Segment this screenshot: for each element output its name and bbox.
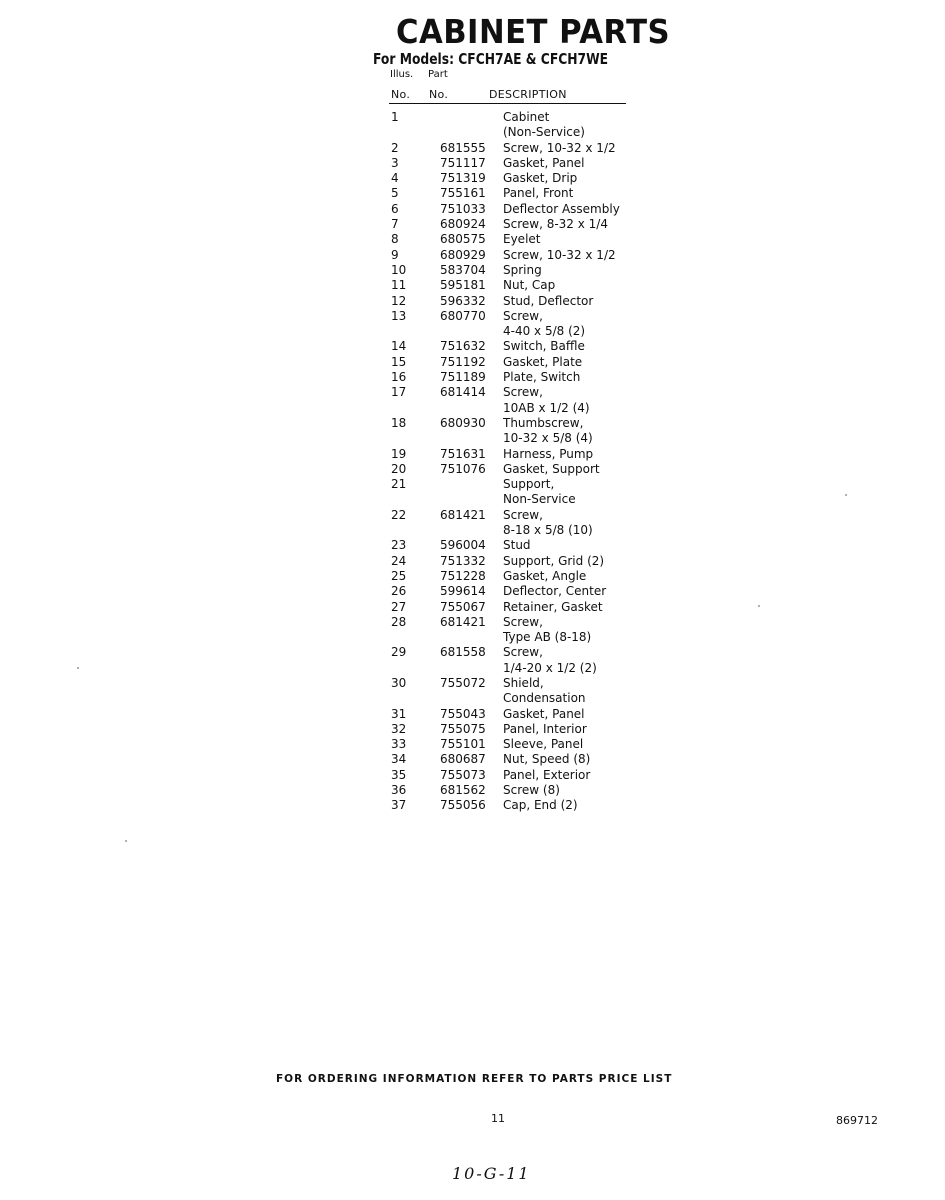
part-number: 596332 xyxy=(440,293,486,308)
part-number: 755161 xyxy=(440,186,486,201)
table-row xyxy=(0,263,945,278)
scan-speck xyxy=(845,494,847,496)
table-row xyxy=(0,508,945,539)
page-number: 11 xyxy=(491,1112,505,1125)
part-description xyxy=(503,477,663,508)
illus-number: 6 xyxy=(391,201,399,216)
part-description xyxy=(503,171,663,186)
illus-number: 25 xyxy=(391,568,407,583)
description-line: 4-40 x 5/8 (2) xyxy=(503,324,586,339)
table-row xyxy=(0,600,945,615)
illus-number: 7 xyxy=(391,217,399,232)
description-line: Screw, xyxy=(503,308,543,323)
header-rule xyxy=(389,103,626,104)
table-row xyxy=(0,645,945,676)
description-line: Stud xyxy=(503,538,531,553)
description-line: Gasket, Support xyxy=(503,461,600,476)
illus-number: 36 xyxy=(391,783,407,798)
table-row xyxy=(0,248,945,263)
part-description xyxy=(503,538,663,553)
description-line: Switch, Baffle xyxy=(503,339,585,354)
table-row xyxy=(0,676,945,707)
illus-number: 30 xyxy=(391,675,407,690)
scan-speck xyxy=(125,840,127,842)
part-number: 681562 xyxy=(440,783,486,798)
handwritten-mark: 10-G-11 xyxy=(452,1164,531,1183)
part-number: 751319 xyxy=(440,171,486,186)
illus-number: 5 xyxy=(391,186,399,201)
table-row xyxy=(0,584,945,599)
description-line: Panel, Exterior xyxy=(503,767,591,782)
scan-speck xyxy=(77,667,79,669)
part-description xyxy=(503,370,663,385)
table-row xyxy=(0,554,945,569)
table-row xyxy=(0,768,945,783)
illus-number: 19 xyxy=(391,446,407,461)
table-row xyxy=(0,385,945,416)
description-line: Gasket, Panel xyxy=(503,155,585,170)
column-header-illus-no: No. xyxy=(391,88,411,101)
part-number: 751117 xyxy=(440,155,486,170)
part-description xyxy=(503,447,663,462)
part-number: 751076 xyxy=(440,461,486,476)
table-row xyxy=(0,217,945,232)
description-line: Support, xyxy=(503,477,555,492)
illus-number: 2 xyxy=(391,140,399,155)
table-row xyxy=(0,615,945,646)
description-line: Gasket, Drip xyxy=(503,171,578,186)
part-number: 755073 xyxy=(440,767,486,782)
table-row xyxy=(0,278,945,293)
part-number: 681421 xyxy=(440,507,486,522)
illus-number: 35 xyxy=(391,767,407,782)
table-row xyxy=(0,370,945,385)
illus-number: 34 xyxy=(391,752,407,767)
part-number: 680930 xyxy=(440,415,486,430)
part-description xyxy=(503,798,663,813)
table-row xyxy=(0,752,945,767)
part-description xyxy=(503,232,663,247)
table-row xyxy=(0,783,945,798)
part-description xyxy=(503,355,663,370)
description-line: Nut, Speed (8) xyxy=(503,752,591,767)
part-number: 680770 xyxy=(440,308,486,323)
table-row xyxy=(0,309,945,340)
description-line: 8-18 x 5/8 (10) xyxy=(503,523,593,538)
part-number: 751033 xyxy=(440,201,486,216)
table-row xyxy=(0,707,945,722)
part-description xyxy=(503,248,663,263)
table-row xyxy=(0,569,945,584)
part-number: 755101 xyxy=(440,737,486,752)
description-line: Screw, xyxy=(503,614,543,629)
part-number: 751332 xyxy=(440,553,486,568)
part-description xyxy=(503,141,663,156)
illus-number: 16 xyxy=(391,370,407,385)
part-description xyxy=(503,294,663,309)
part-number: 755072 xyxy=(440,675,486,690)
part-description xyxy=(503,645,663,676)
part-number: 595181 xyxy=(440,278,486,293)
page-title: CABINET PARTS xyxy=(396,12,671,51)
part-number: 681421 xyxy=(440,614,486,629)
description-line: Screw, xyxy=(503,645,543,660)
part-description xyxy=(503,569,663,584)
part-description xyxy=(503,110,663,141)
description-line: Non-Service xyxy=(503,492,576,507)
table-row xyxy=(0,141,945,156)
description-line: Deflector, Center xyxy=(503,584,607,599)
part-number: 596004 xyxy=(440,538,486,553)
illus-number: 37 xyxy=(391,798,407,813)
ordering-note: FOR ORDERING INFORMATION REFER TO PARTS PRICE LIST xyxy=(276,1073,673,1085)
part-description xyxy=(503,752,663,767)
part-number: 751228 xyxy=(440,568,486,583)
part-number: 751632 xyxy=(440,339,486,354)
description-line: Screw, xyxy=(503,507,543,522)
description-line: Gasket, Panel xyxy=(503,706,585,721)
part-description xyxy=(503,385,663,416)
part-number: 680924 xyxy=(440,217,486,232)
description-line: Harness, Pump xyxy=(503,446,594,461)
illus-number: 13 xyxy=(391,308,407,323)
description-line: Cabinet xyxy=(503,110,550,124)
part-description xyxy=(503,416,663,447)
part-number: 583704 xyxy=(440,262,486,277)
description-line: Plate, Switch xyxy=(503,370,581,385)
scan-speck xyxy=(758,605,760,607)
part-description xyxy=(503,278,663,293)
table-row xyxy=(0,798,945,813)
description-line: Screw, xyxy=(503,385,543,400)
illus-number: 27 xyxy=(391,599,407,614)
illus-number: 14 xyxy=(391,339,407,354)
part-description xyxy=(503,768,663,783)
part-description xyxy=(503,263,663,278)
part-number: 755067 xyxy=(440,599,486,614)
column-header-part-no: No. xyxy=(429,88,449,101)
illus-number: 12 xyxy=(391,293,407,308)
table-row xyxy=(0,339,945,354)
description-line: Nut, Cap xyxy=(503,278,556,293)
description-line: Retainer, Gasket xyxy=(503,599,603,614)
part-description xyxy=(503,707,663,722)
description-line: Support, Grid (2) xyxy=(503,553,605,568)
illus-number: 33 xyxy=(391,737,407,752)
models-subtitle: For Models: CFCH7AE & CFCH7WE xyxy=(373,50,609,68)
description-line: Type AB (8-18) xyxy=(503,630,592,645)
description-line: Screw, 8-32 x 1/4 xyxy=(503,217,608,232)
part-number: 755043 xyxy=(440,706,486,721)
illus-number: 11 xyxy=(391,278,407,293)
part-number: 680929 xyxy=(440,247,486,262)
part-description xyxy=(503,462,663,477)
illus-number: 3 xyxy=(391,155,399,170)
part-number: 599614 xyxy=(440,584,486,599)
part-number: 751192 xyxy=(440,354,486,369)
description-line: Spring xyxy=(503,262,542,277)
table-row xyxy=(0,416,945,447)
description-line: (Non-Service) xyxy=(503,125,585,140)
part-number: 751189 xyxy=(440,370,486,385)
illus-number: 23 xyxy=(391,538,407,553)
description-line: Condensation xyxy=(503,691,586,706)
column-header-illus: Illus. xyxy=(390,69,414,80)
description-line: 1/4-20 x 1/2 (2) xyxy=(503,660,597,675)
illus-number: 1 xyxy=(391,110,399,124)
part-description xyxy=(503,309,663,340)
illus-number: 22 xyxy=(391,507,407,522)
illus-number: 31 xyxy=(391,706,407,721)
table-row xyxy=(0,722,945,737)
part-description xyxy=(503,584,663,599)
description-line: Shield, xyxy=(503,675,544,690)
table-row xyxy=(0,186,945,201)
part-description xyxy=(503,217,663,232)
part-description xyxy=(503,722,663,737)
illus-number: 29 xyxy=(391,645,407,660)
part-description xyxy=(503,554,663,569)
illus-number: 26 xyxy=(391,584,407,599)
column-header-part: Part xyxy=(428,69,448,80)
part-description xyxy=(503,676,663,707)
table-row xyxy=(0,156,945,171)
description-line: Panel, Interior xyxy=(503,721,587,736)
illus-number: 24 xyxy=(391,553,407,568)
description-line: Panel, Front xyxy=(503,186,574,201)
table-row xyxy=(0,171,945,186)
description-line: Screw, 10-32 x 1/2 xyxy=(503,140,616,155)
part-description xyxy=(503,202,663,217)
illus-number: 18 xyxy=(391,415,407,430)
part-description xyxy=(503,600,663,615)
part-number: 680575 xyxy=(440,232,486,247)
table-row xyxy=(0,447,945,462)
part-description xyxy=(503,156,663,171)
description-line: Sleeve, Panel xyxy=(503,737,584,752)
part-number: 755056 xyxy=(440,798,486,813)
part-number: 681414 xyxy=(440,385,486,400)
part-description xyxy=(503,508,663,539)
parts-table xyxy=(0,110,945,814)
part-description xyxy=(503,783,663,798)
part-description xyxy=(503,186,663,201)
table-row xyxy=(0,232,945,247)
illus-number: 17 xyxy=(391,385,407,400)
description-line: Stud, Deflector xyxy=(503,293,594,308)
part-description xyxy=(503,737,663,752)
description-line: Screw, 10-32 x 1/2 xyxy=(503,247,616,262)
document-number: 869712 xyxy=(836,1114,878,1127)
description-line: Cap, End (2) xyxy=(503,798,578,813)
table-row xyxy=(0,355,945,370)
part-number: 680687 xyxy=(440,752,486,767)
table-row xyxy=(0,538,945,553)
description-line: Deflector Assembly xyxy=(503,201,620,216)
illus-number: 8 xyxy=(391,232,399,247)
description-line: Screw (8) xyxy=(503,783,560,798)
illus-number: 15 xyxy=(391,354,407,369)
part-description xyxy=(503,339,663,354)
description-line: Gasket, Plate xyxy=(503,354,583,369)
description-line: Thumbscrew, xyxy=(503,415,584,430)
illus-number: 32 xyxy=(391,721,407,736)
part-number: 681555 xyxy=(440,140,486,155)
description-line: Eyelet xyxy=(503,232,541,247)
part-number: 681558 xyxy=(440,645,486,660)
table-row xyxy=(0,737,945,752)
illus-number: 21 xyxy=(391,477,407,492)
illus-number: 10 xyxy=(391,262,407,277)
description-line: 10-32 x 5/8 (4) xyxy=(503,431,593,446)
illus-number: 4 xyxy=(391,171,399,186)
table-row xyxy=(0,294,945,309)
table-row xyxy=(0,202,945,217)
part-number: 751631 xyxy=(440,446,486,461)
description-line: Gasket, Angle xyxy=(503,568,587,583)
part-number: 755075 xyxy=(440,721,486,736)
table-row xyxy=(0,477,945,508)
illus-number: 9 xyxy=(391,247,399,262)
description-line: 10AB x 1/2 (4) xyxy=(503,400,590,415)
part-description xyxy=(503,615,663,646)
illus-number: 28 xyxy=(391,614,407,629)
table-row xyxy=(0,110,945,141)
table-row xyxy=(0,462,945,477)
illus-number: 20 xyxy=(391,461,407,476)
column-header-description: DESCRIPTION xyxy=(489,88,567,101)
